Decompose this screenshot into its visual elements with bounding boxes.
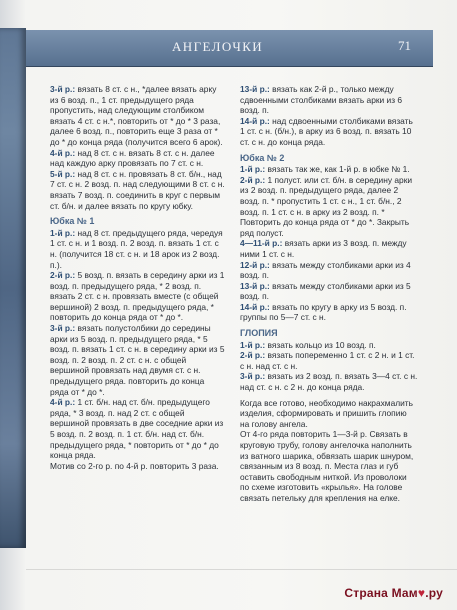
section-heading: Юбка № 1 bbox=[50, 216, 95, 227]
section-heading: ГЛОПИЯ bbox=[240, 328, 278, 339]
row-instruction bbox=[50, 270, 225, 323]
row-label: 2-й р.: bbox=[240, 174, 266, 185]
paragraph-text: вязать так же, как 1-й р. в юбке № 1. bbox=[265, 164, 410, 175]
row-instruction bbox=[240, 238, 418, 259]
row-label: 12-й р.: bbox=[240, 259, 270, 270]
left-text-column bbox=[50, 84, 225, 471]
watermark-text: Страна Мам bbox=[344, 586, 418, 600]
body-paragraph bbox=[240, 429, 418, 503]
paragraph-text: Когда все готово, необходимо накрахмалить изделия, сформировать и пришить глопию на голову ангела. bbox=[240, 397, 413, 429]
paragraph-text: 1 полуст. или ст. б/н. в середину арки из 2 возд. п. предыдущего ряда, далее 2 возд. п. * пропустить 1 ст. с н., 1 ст. б/н., 2 возд. п. 1 ст. с н. в арку из 2 возд. п. * Повторить до конца ряда от * до *. Закрыть ряд полуст. bbox=[240, 174, 413, 238]
row-instruction bbox=[240, 260, 418, 281]
row-instruction bbox=[240, 281, 418, 302]
paragraph-text: вязать как 2-й р., только между сдвоенными столбиками вязать арки из 6 возд. п. bbox=[240, 84, 403, 116]
paragraph-text: вязать арки из 3 возд. п. между ними 1 ст. с н. bbox=[240, 238, 407, 259]
row-label: 1-й р.: bbox=[50, 227, 76, 238]
row-label: 4—11-й р.: bbox=[240, 238, 283, 249]
page-header bbox=[26, 30, 433, 67]
page-bottom-edge bbox=[26, 569, 457, 570]
row-instruction bbox=[240, 340, 418, 351]
page-number: 71 bbox=[398, 38, 411, 53]
row-instruction bbox=[240, 302, 418, 323]
row-instruction bbox=[50, 148, 225, 169]
row-label: 2-й р.: bbox=[50, 270, 76, 281]
row-label: 13-й р.: bbox=[240, 280, 270, 291]
paragraph-text: вязать между столбиками арки из 4 возд. п. bbox=[240, 259, 411, 281]
row-label: 3-й р.: bbox=[50, 84, 76, 94]
heart-icon: ♥ bbox=[417, 586, 426, 600]
row-instruction bbox=[50, 228, 225, 270]
section-heading: Юбка № 2 bbox=[240, 152, 285, 163]
paragraph-text: над сдвоенными столбиками вязать 1 ст. с н. (б/н.), в арку из 6 возд. п. вязать 10 ст. с н. до конца ряда. bbox=[240, 115, 413, 147]
paragraph-text: вязать попеременно 1 ст. с 2 н. и 1 ст. с н. над ст. с н. bbox=[240, 350, 415, 371]
site-watermark bbox=[344, 586, 443, 600]
row-instruction bbox=[240, 116, 418, 148]
row-label: 5-й р.: bbox=[50, 168, 76, 179]
chapter-title: АНГЕЛОЧКИ bbox=[172, 39, 264, 54]
paragraph-text: вязать кольцо из 10 возд. п. bbox=[265, 339, 376, 350]
paragraph-text: вязать по кругу в арку из 5 возд. п. группы по 5—7 ст. с н. bbox=[240, 301, 407, 323]
row-instruction bbox=[50, 323, 225, 397]
paragraph-text: вязать из 2 возд. п. вязать 3—4 ст. с н. над ст. с н. с 2 н. до конца ряда. bbox=[240, 371, 418, 393]
row-instruction bbox=[50, 84, 225, 148]
paragraph-text: От 4-го ряда повторить 1—3-й р. Связать в круговую трубу, голову ангелочка наполнить из ватного шарика, обвязать шарик шнуром, связанным из 8 возд. п. Места глаз и губ оставить свободным ниткой. Из проволоки по схеме изготовить «крылья». На голове связать петельку для крепления на елке. bbox=[240, 429, 414, 503]
paragraph-text: над 8 ст. с н. провязать 8 ст. б/н., над 7 ст. с н. 2 возд. п. над следующими 8 ст. с н. вязать 7 возд. п. соединить в круг с первым ст. б/н. и далее вязать по кругу юбку. bbox=[50, 168, 225, 211]
right-text-column bbox=[240, 84, 418, 504]
row-label: 4-й р.: bbox=[50, 147, 76, 158]
row-label: 3-й р.: bbox=[50, 323, 76, 334]
row-label: 14-й р.: bbox=[240, 301, 270, 312]
row-label: 3-й р.: bbox=[240, 371, 266, 382]
paragraph-text: над 8 ст. с н. вязать 8 ст. с н. далее над каждую арку провязать по 7 ст. с н. bbox=[50, 147, 215, 169]
row-instruction bbox=[240, 350, 418, 371]
body-paragraph bbox=[240, 398, 418, 430]
paragraph-text: 5 возд. п. вязать в середину арки из 1 возд. п. предыдущего ряда, * 2 возд. п. вязать 2 ст. с н. провязать вместе (с общей вершиной) 2 возд. п. предыдущего ряда, * повторить до конца ряда от * до *. bbox=[50, 270, 225, 323]
paragraph-text: Мотив со 2-го р. по 4-й р. повторить 3 раза. bbox=[50, 460, 219, 471]
row-instruction bbox=[240, 84, 418, 116]
row-label: 14-й р.: bbox=[240, 115, 270, 126]
paragraph-text: вязать полустолбики до середины арки из 5 возд. п. предыдущего ряда, * 5 возд. п. вязать 1 ст. с н. в середину арки из 5 возд. п. 2 возд. п. 2 ст. с н. с общей вершиной провязать над двумя ст. с н. предыдущего ряда. повторить до конца ряда от * до *. bbox=[50, 323, 225, 397]
paragraph-text: 1 ст. б/н. над ст. б/н. предыдущего ряда, * 3 возд. п. над 2 ст. с общей вершиной провязать в две соседние арки из 5 возд. п. 2 возд. п. 1 ст. б/н. над ст. б/н. предыдущего ряда, * повторить от * до * до конца ряда. bbox=[50, 397, 224, 461]
book-spine bbox=[0, 28, 26, 548]
row-instruction bbox=[240, 175, 418, 239]
row-instruction bbox=[240, 164, 418, 175]
paragraph-text: над 8 ст. предыдущего ряда, чередуя 1 ст. с н. и 1 возд. п. 2 возд. п. вязать 1 ст. с н. (получится 18 ст. с н. и 18 арок из 2 возд. п.). bbox=[50, 227, 223, 270]
row-label: 1-й р.: bbox=[240, 164, 266, 175]
row-instruction bbox=[50, 169, 225, 211]
paragraph-text: вязать между столбиками арки из 5 возд. п. bbox=[240, 280, 411, 302]
row-label: 4-й р.: bbox=[50, 397, 76, 408]
watermark-suffix: .ру bbox=[425, 586, 443, 600]
row-label: 2-й р.: bbox=[240, 350, 266, 361]
row-instruction bbox=[240, 371, 418, 392]
paragraph-text: вязать 8 ст. с н., *далее вязать арку из 6 возд. п., 1 ст. предыдущего ряда пропустить, над следующим столбиком вязать 4 ст. с н.*, повторить от * до * 3 раза, далее 6 возд. п., повторить еще 3 раза от * до * до конца ряда (получится всего 6 арок). bbox=[50, 84, 223, 147]
row-label: 13-й р.: bbox=[240, 84, 270, 94]
body-paragraph bbox=[50, 461, 225, 472]
row-instruction bbox=[50, 397, 225, 461]
row-label: 1-й р.: bbox=[240, 339, 266, 350]
